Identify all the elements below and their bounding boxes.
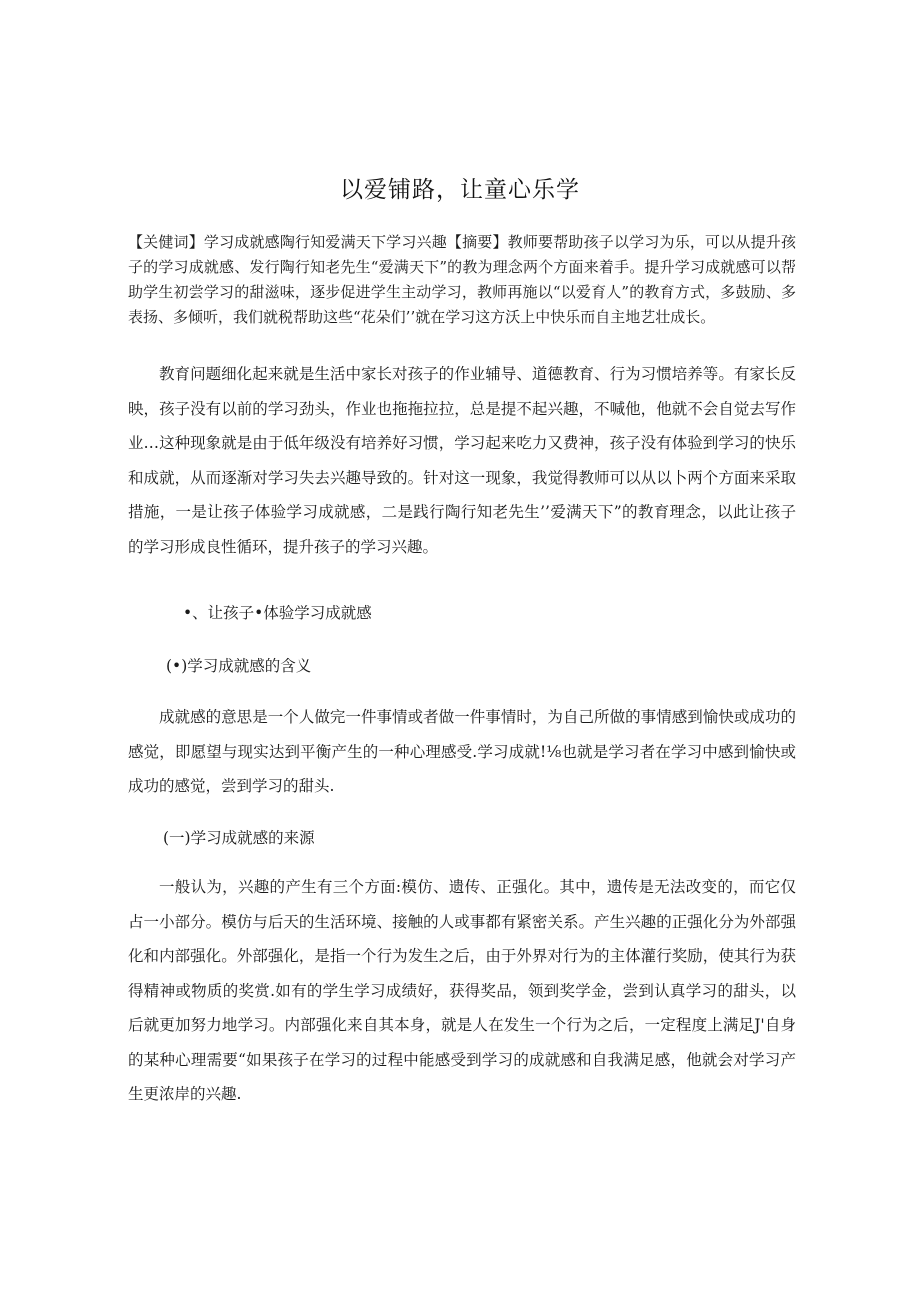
section-heading-1: •、让孩子•体验学习成就感: [183, 604, 372, 622]
body-paragraph-source: 一般认为，兴趣的产生有三个方面:模仿、遗传、正强化。其中，遗传是无法改变的，而它仅占一小部分。模仿与后天的生活环境、接触的人或事都有紧密关系。产生兴趣的正强化分为外部强化和内部强化。外部强化，是指一个行为发生之后，由于外界对行为的主体灌行奖励，使其行为获得精神或物质的奖赏.如有的学生学习成绩好，获得奖品，领到奖学金，尝到认真学习的甜头，以后就更加努力地学习。内部强化来自其本身，就是人在发生一个行为之后，一定程度上满足J'自身的某种心理需要“如果孩子在学习的过程中能感受到学习的成就感和自我满足感，他就会对学习产生更浓岸的兴趣.: [128, 878, 796, 1103]
body-paragraph-intro: 教育问题细化起来就是生活中家长对孩子的作业辅导、道德教育、行为习惯培养等。有家长反映，孩子没有以前的学习劲头，作业也拖拖拉拉，总是提不起兴趣，不喊他，他就不会自觉去写作业…这种现象就是由于低年级没有培养好习惯，学习起来吃力又费神，孩子没有体验到学习的快乐和成就，从而逐渐对学习失去兴趣导致的。针对这一现象，我觉得教师可以从以卜两个方面来采取措施，一是让孩子体验学习成就感，二是践行陶行知老先生’’爱满天下”的教育理念，以此让孩子的学习形成良性循环，提升孩子的学习兴趣。: [128, 365, 796, 556]
abstract-paragraph: 【关健词】学习成就感陶行知爱满天下学习兴趣【摘要】教师要帮助孩子以学习为乐，可以从提升孩子的学习成就感、发行陶行知老先生“爱满天下”的教为理念两个方面来着手。提升学习成就感可以帮助学生初尝学习的甜滋味，逐步促进学生主动学习，教师再施以“以爱育人”的教育方式，多鼓励、多表扬、多倾听，我们就税帮助这些“花朵们’’就在学习这方沃上中快乐而自主地艺壮成长。: [128, 233, 796, 326]
body-paragraph-meaning: 成就感的意思是一个人做完一件事情或者做一件事情时，为自己所做的事情感到愉快或成功的感觉，即愿望与现实达到平衡产生的一种心理感受.学习成就!⅛也就是学习者在学习中感到愉快或成功的感觉，尝到学习的甜头.: [128, 708, 796, 795]
document-title: 以爱铺路，让童心乐学: [340, 177, 580, 203]
subsection-heading-meaning: (•)学习成就感的含义: [166, 657, 312, 675]
subsection-heading-source: (一)学习成就感的来源: [163, 829, 315, 847]
